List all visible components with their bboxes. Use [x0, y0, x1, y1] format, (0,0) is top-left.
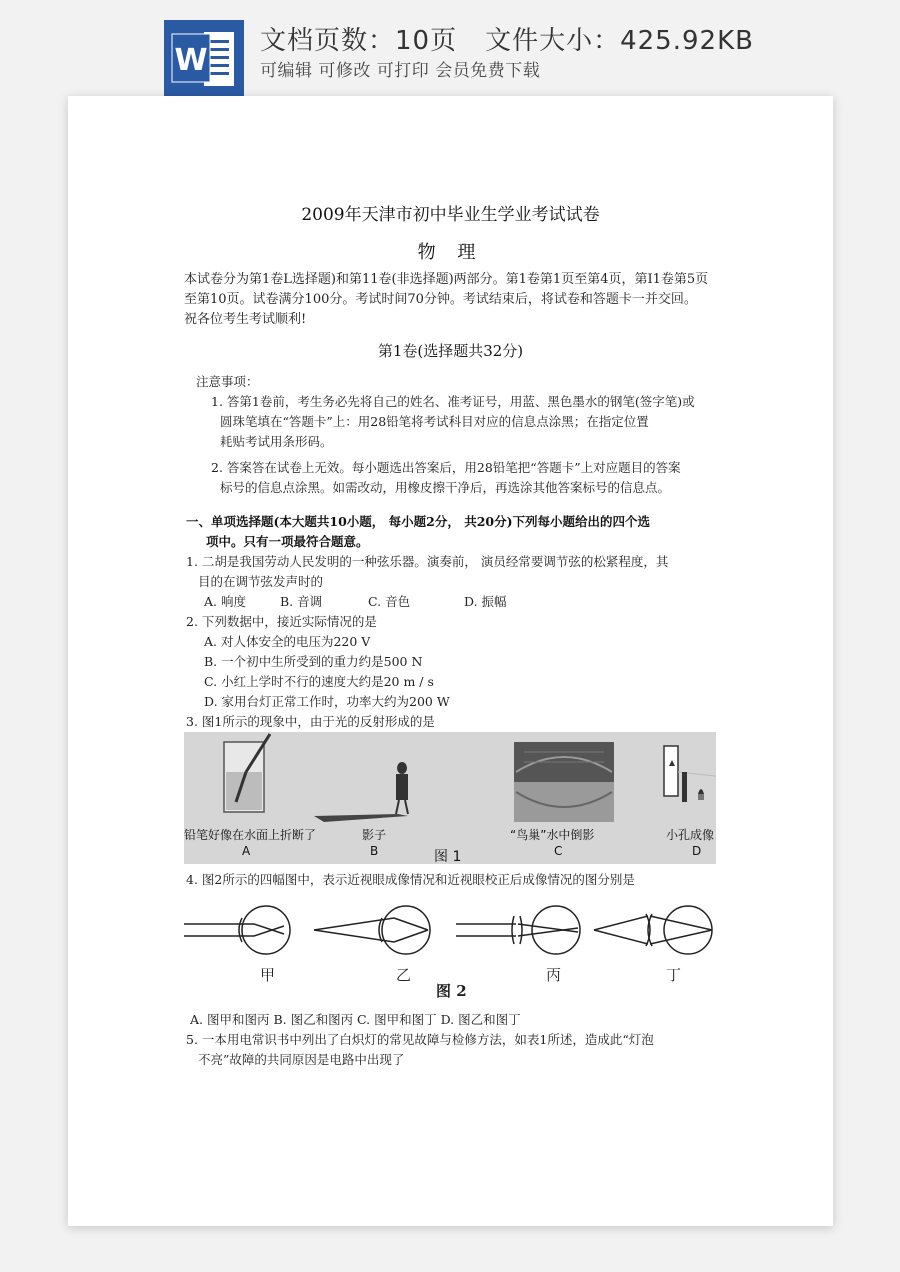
question-2-option: C. 小红上学时不行的速度大约是20 m / s: [204, 674, 434, 689]
letter-b: B: [370, 844, 379, 858]
option: D. 振幅: [464, 594, 507, 609]
question-2-option: D. 家用台灯正常工作时，功率大约为200 W: [204, 694, 450, 709]
pinhole-detail: [184, 732, 716, 864]
svg-text:W: W: [174, 43, 208, 78]
question-2: 2. 下列数据中，接近实际情况的是: [186, 614, 377, 629]
option: A. 响度: [204, 594, 246, 609]
notes-block: [196, 372, 695, 498]
figure-1: [184, 732, 716, 864]
question-2-option: B. 一个初中生所受到的重力约是500 N: [204, 654, 423, 669]
download-header: [0, 0, 900, 96]
section-line: 一、单项选择题(本大题共10小题， 每小题2分， 共20分)下列每小题给出的四个选: [186, 514, 651, 529]
exam-title: 2009年天津市初中毕业生学业考试试卷: [301, 205, 600, 225]
file-info-line: [260, 20, 754, 57]
caption-c: “鸟巢”水中倒影: [510, 828, 595, 842]
part-title: 第1卷(选择题共32分): [377, 342, 524, 360]
note-line: 标号的信息点涂黑。如需改动，用橡皮擦干净后，再选涂其他答案标号的信息点。: [220, 480, 671, 495]
question-5-line: 5. 一本用电常识书中列出了白炽灯的常见故障与检修方法，如表1所述，造成此“灯泡: [186, 1032, 654, 1047]
feature-line: 可编辑 可修改 可打印 会员免费下载: [260, 61, 541, 81]
document-page: [68, 96, 833, 1226]
option: B. 音调: [280, 594, 323, 609]
note-line: 圆珠笔填在“答题卡”上：用28铅笔将考试科目对应的信息点涂黑；在指定位置: [220, 414, 649, 429]
note-line: 2. 答案答在试卷上无效。每小题选出答案后，用28铅笔把“答题卡”上对应题目的答案: [211, 460, 681, 475]
section-heading: [186, 512, 650, 552]
eye-label-4: 丁: [666, 966, 682, 984]
figure-2-label: 图 2: [436, 982, 467, 1000]
word-document-icon: [164, 20, 244, 96]
letter-d: D: [692, 844, 702, 858]
letter-a: A: [242, 844, 251, 858]
caption-d: 小孔成像: [666, 828, 715, 842]
question-1-line: 目的在调节弦发声时的: [198, 574, 324, 589]
eye-label-1: 甲: [260, 966, 276, 984]
note-line: 耗贴考试用条形码。: [220, 434, 333, 449]
caption-a: 铅笔好像在水面上折断了: [184, 828, 317, 842]
question-5: [186, 1030, 654, 1070]
option: C. 音色: [368, 594, 411, 609]
figure-2: [184, 904, 724, 1014]
question-4: 4. 图2所示的四幅图中，表示近视眼成像情况和近视眼校正后成像情况的图分别是: [186, 872, 635, 887]
question-5-line: 不亮”故障的共同原因是电路中出现了: [198, 1052, 405, 1067]
intro-paragraph: [184, 270, 729, 330]
question-4-options: A. 图甲和图丙 B. 图乙和图丙 C. 图甲和图丁 D. 图乙和图丁: [190, 1012, 521, 1027]
question-3: 3. 图1所示的现象中，由于光的反射形成的是: [186, 714, 435, 729]
page-count: 文档页数：10页: [260, 26, 458, 56]
questions-1-3: [186, 552, 668, 732]
eye-label-3: 丙: [546, 966, 562, 984]
intro-line: 祝各位考生考试顺利!: [184, 312, 307, 327]
file-size: 文件大小：425.92KB: [485, 26, 754, 56]
note-line: 1. 答第1卷前，考生务必先将自己的姓名、准考证号，用蓝、黑色墨水的钢笔(签字笔)或: [211, 394, 695, 409]
figure-1-label: 图 1: [434, 849, 462, 865]
section-line: 项中。只有一项最符合题意。: [206, 534, 369, 549]
caption-b: 影子: [362, 828, 387, 842]
eye-label-2: 乙: [396, 966, 412, 984]
question-2-option: A. 对人体安全的电压为220 V: [204, 634, 371, 649]
intro-line: 本试卷分为第1卷L选择题)和第11卷(非选择题)两部分。第1卷第1页至第4页，第I1卷第5页: [184, 272, 709, 287]
question-1-line: 1. 二胡是我国劳动人民发明的一种弦乐器。演奏前， 演员经常要调节弦的松紧程度，其: [186, 554, 669, 569]
question-1-options: [186, 592, 668, 612]
intro-line: 至第10页。试卷满分100分。考试时间70分钟。考试结束后，将试卷和答题卡一并交回。: [184, 292, 697, 307]
subject-title: 物 理: [417, 242, 484, 263]
letter-c: C: [554, 844, 563, 858]
notes-heading: 注意事项：: [196, 374, 259, 389]
